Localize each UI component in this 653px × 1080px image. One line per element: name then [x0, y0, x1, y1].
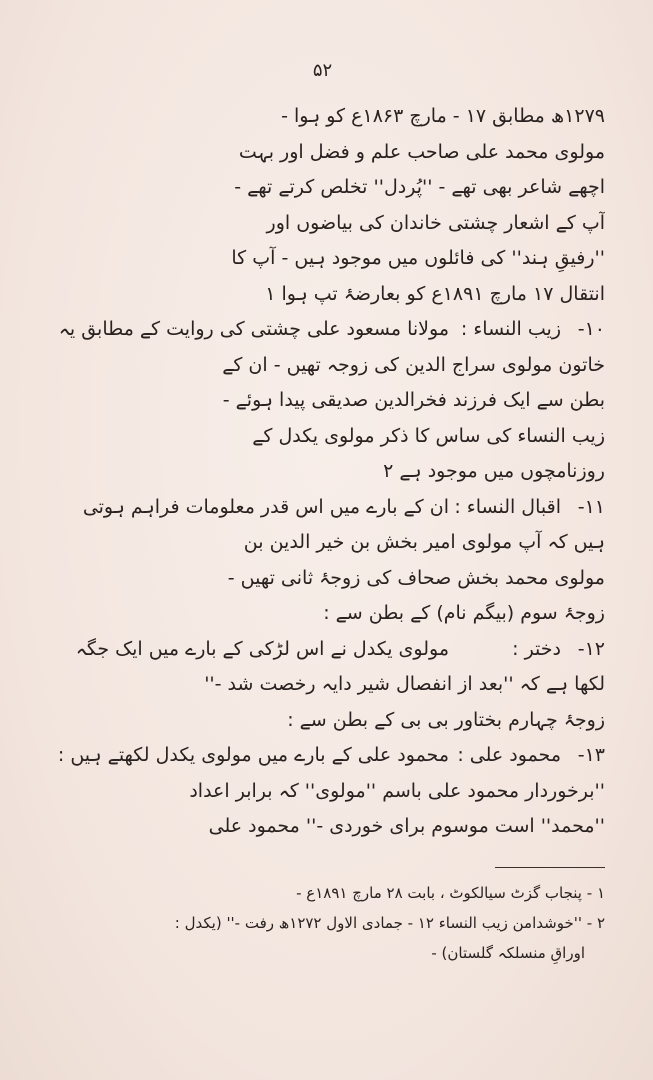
- text-line: زیب النساء کی ساس کا ذکر مولوی یکدل کے: [252, 424, 605, 447]
- text-line: انتقال ۱۷ مارچ ۱۸۹۱ع کو بعارضۂ تپ ہوا ۱: [265, 282, 605, 305]
- entry-text: محمود علی کے بارے میں مولوی یکدل لکھتے ہیں :: [57, 744, 449, 766]
- entry-name: محمود علی :: [457, 744, 561, 766]
- quote-line: ''محمد'' است موسوم برای خوردی -'' محمود علی: [208, 815, 605, 837]
- entry-number: ۱۳-: [577, 744, 605, 766]
- text-line: مولوی محمد علی صاحب علم و فضل اور بہت: [238, 140, 605, 163]
- quote-line: ''برخوردار محمود علی باسم ''مولوی'' کہ برابر اعداد: [189, 779, 605, 802]
- text-line: اچھے شاعر بھی تھے - ''پُردل'' تخلص کرتے تھے -: [234, 176, 605, 198]
- entry-11: [40, 490, 605, 526]
- page-number: ۵۲: [312, 60, 333, 81]
- footnote-1: ۱ - پنجاب گزٹ سیالکوٹ ، بابت ۲۸ مارچ ۱۸۹۱ع -: [296, 883, 605, 902]
- text-line: ہیں کہ آپ مولوی امیر بخش بن خیر الدین بن: [243, 531, 605, 553]
- footnote-rule: [495, 867, 605, 868]
- entry-text: ان کے بارے میں اس قدر معلومات فراہم ہوتی: [82, 495, 449, 518]
- text-line: روزنامچوں میں موجود ہے ۲: [383, 460, 605, 482]
- entry-number: ۱۱-: [577, 495, 605, 518]
- text-line: مولوی محمد بخش صحاف کی زوجۂ ثانی تھیں -: [227, 566, 605, 589]
- footnote-2-continued: اوراقِ منسلکہ گلستان) -: [431, 943, 585, 962]
- entry-name: زیب النساء :: [460, 318, 561, 340]
- entry-name: دختر :: [512, 637, 561, 660]
- section-heading: زوجۂ چہارم بختاور بی بی کے بطن سے :: [287, 708, 605, 731]
- entry-12: [40, 632, 605, 668]
- entry-name: اقبال النساء :: [454, 495, 561, 518]
- entry-text: مولوی یکدل نے اس لڑکی کے بارے میں ایک جگہ: [75, 637, 449, 660]
- section-heading: زوجۂ سوم (بیگم نام) کے بطن سے :: [323, 602, 605, 624]
- text-line: خاتون مولوی سراج الدین کی زوجہ تھیں - ان کے: [222, 353, 605, 376]
- body-text: [40, 99, 605, 845]
- footnote-2: ۲ - ''خوشدامن زیب النساء ۱۲ - جمادی الاول ۱۲۷۲ھ رفت -'' (یکدل :: [174, 913, 605, 932]
- text-line: بطن سے ایک فرزند فخرالدین صدیقی پیدا ہوئے -: [222, 389, 605, 411]
- entry-10: [40, 312, 605, 348]
- footnotes: [40, 867, 605, 968]
- entry-number: ۱۲-: [577, 637, 605, 660]
- entry-13: [40, 738, 605, 774]
- text-line: آپ کے اشعار چشتی خاندان کی بیاضوں اور: [266, 211, 605, 234]
- text-line: ۱۲۷۹ھ مطابق ۱۷ - مارچ ۱۸۶۳ع کو ہوا -: [281, 105, 605, 127]
- text-line: ''رفیقِ ہند'' کی فائلوں میں موجود ہیں - آپ کا: [231, 247, 605, 269]
- entry-text: مولانا مسعود علی چشتی کی روایت کے مطابق یہ: [58, 318, 449, 340]
- text-line: لکھا ہے کہ ''بعد از انفصال شیر دایہ رخصت شد -'': [204, 673, 605, 695]
- entry-number: ۱۰-: [577, 318, 605, 340]
